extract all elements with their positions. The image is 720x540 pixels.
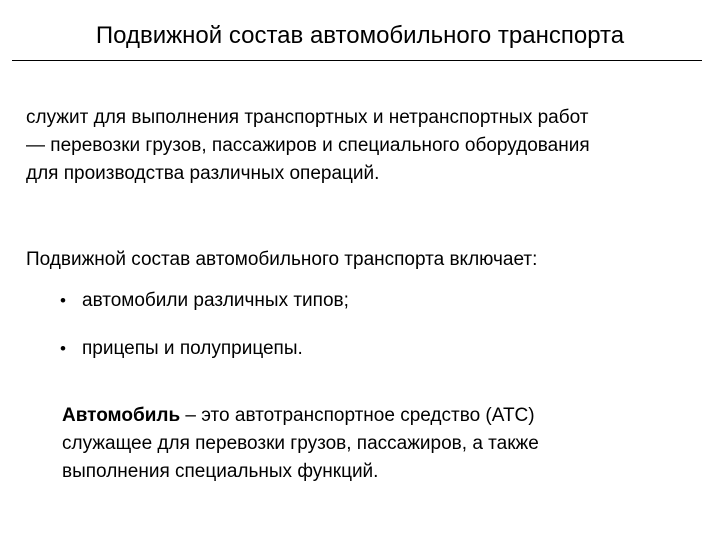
definition-line: выполнения специальных функций. <box>62 461 379 482</box>
bullet-text: автомобили различных типов; <box>82 290 349 311</box>
definition-line <box>62 402 682 430</box>
paragraph-line: — перевозки грузов, пассажиров и специального оборудования <box>26 135 590 156</box>
definition-text: – это автотранспортное средство (АТС) <box>180 405 535 426</box>
list-item <box>60 287 680 335</box>
definition-block <box>62 402 682 486</box>
definition-line: служащее для перевозки грузов, пассажиров, а также <box>62 433 539 454</box>
paragraph-line: для производства различных операций. <box>26 163 380 184</box>
description-paragraph <box>26 104 706 188</box>
list-item <box>60 335 680 383</box>
definition-term: Автомобиль <box>62 405 181 426</box>
title-divider <box>12 60 702 61</box>
list-intro: Подвижной состав автомобильного транспорта включает: <box>26 249 538 270</box>
paragraph-line: служит для выполнения транспортных и нетранспортных работ <box>26 107 589 128</box>
bullet-text: прицепы и полуприцепы. <box>82 338 303 359</box>
slide-title: Подвижной состав автомобильного транспорта <box>95 22 625 49</box>
bullet-icon: • <box>60 291 66 310</box>
bullet-list <box>60 287 680 383</box>
bullet-icon: • <box>60 339 66 358</box>
